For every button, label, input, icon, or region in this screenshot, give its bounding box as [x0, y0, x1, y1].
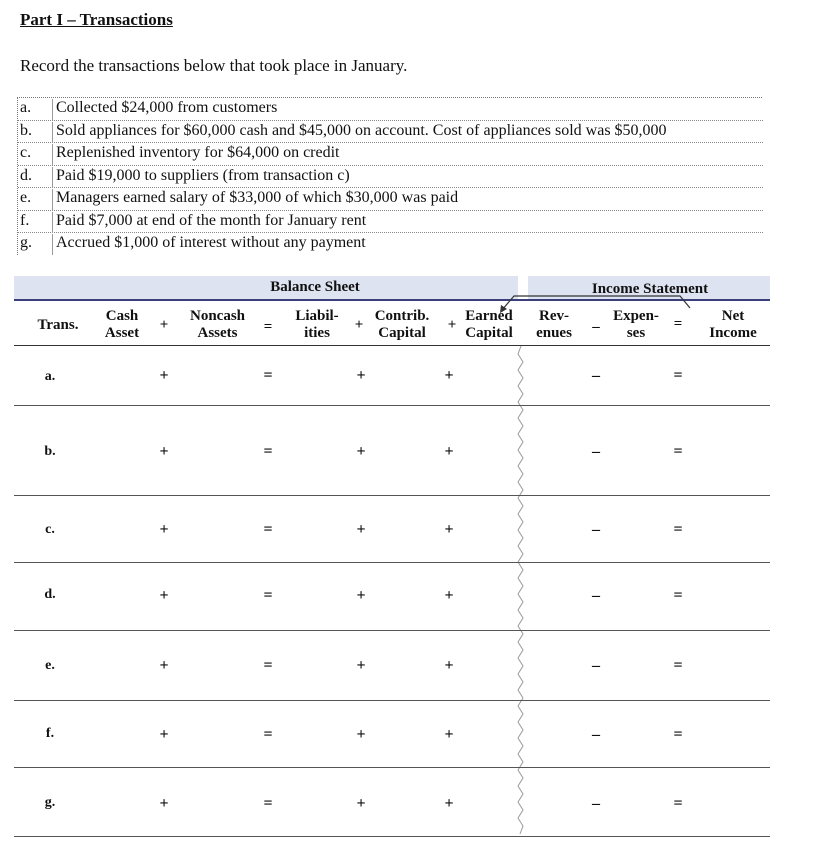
- transaction-key: a.: [20, 99, 32, 116]
- row-equals: =: [673, 587, 683, 604]
- row-plus: +: [159, 521, 169, 538]
- row-plus: +: [444, 726, 454, 743]
- row-plus: +: [159, 726, 169, 743]
- row-label: a.: [44, 369, 56, 384]
- transaction-list: [17, 97, 762, 255]
- col-liabilities: Liabil- ities: [295, 308, 339, 341]
- header-minus: –: [592, 319, 600, 335]
- row-plus: +: [356, 657, 366, 674]
- row-equals: =: [263, 521, 273, 538]
- row-equals: =: [673, 443, 683, 460]
- row-minus: –: [592, 726, 600, 743]
- part-heading: Part I – Transactions: [20, 10, 173, 29]
- header-equals: =: [263, 319, 273, 335]
- row-plus: +: [444, 587, 454, 604]
- row-equals: =: [263, 657, 273, 674]
- row-equals: =: [673, 795, 683, 812]
- row-divider: [14, 562, 770, 563]
- row-plus: +: [159, 795, 169, 812]
- transaction-key: f.: [20, 211, 30, 229]
- header-plus: +: [159, 317, 169, 333]
- row-label: f.: [45, 726, 55, 741]
- row-minus: –: [592, 657, 600, 674]
- transaction-key: b.: [20, 121, 32, 139]
- instructions: Record the transactions below that took place in January.: [20, 56, 408, 75]
- row-label: b.: [44, 444, 56, 459]
- row-equals: =: [673, 726, 683, 743]
- row-minus: –: [592, 443, 600, 460]
- transaction-item: [18, 98, 763, 121]
- row-plus: +: [444, 657, 454, 674]
- row-equals: =: [263, 587, 273, 604]
- row-plus: +: [444, 521, 454, 538]
- row-divider: [14, 495, 770, 496]
- transaction-key: e.: [20, 189, 32, 206]
- row-plus: +: [159, 657, 169, 674]
- row-label: e.: [45, 658, 55, 673]
- row-minus: –: [592, 521, 600, 538]
- transaction-text: Managers earned salary of $33,000 of which $30,000 was paid: [52, 189, 458, 210]
- col-expenses: Expen- ses: [613, 308, 659, 341]
- transaction-text: Collected $24,000 from customers: [52, 99, 277, 120]
- row-minus: –: [592, 795, 600, 812]
- row-plus: +: [159, 587, 169, 604]
- row-equals: =: [263, 795, 273, 812]
- transaction-item: [18, 233, 763, 256]
- income-statement-label: Income Statement: [591, 281, 709, 297]
- transaction-item: [18, 188, 763, 211]
- row-divider: [14, 836, 770, 837]
- link-arrow-icon: [490, 288, 720, 318]
- transaction-key: g.: [20, 234, 32, 251]
- row-minus: –: [592, 367, 600, 384]
- row-label: d.: [44, 587, 56, 602]
- transaction-text: Paid $19,000 to suppliers (from transaction c): [52, 167, 350, 188]
- row-plus: +: [356, 587, 366, 604]
- transaction-item: [18, 211, 763, 234]
- col-net-income: Net Income: [709, 308, 757, 341]
- transaction-text: Accrued $1,000 of interest without any payment: [52, 234, 366, 255]
- row-divider: [14, 630, 770, 631]
- row-equals: =: [263, 367, 273, 384]
- transaction-text: Paid $7,000 at end of the month for January rent: [52, 212, 366, 233]
- row-plus: +: [159, 367, 169, 384]
- row-label: g.: [44, 795, 56, 810]
- transaction-key: d.: [20, 166, 32, 184]
- row-equals: =: [673, 657, 683, 674]
- row-equals: =: [263, 443, 273, 460]
- row-plus: +: [444, 367, 454, 384]
- balance-sheet-label: Balance Sheet: [270, 279, 360, 295]
- row-equals: =: [263, 726, 273, 743]
- row-plus: +: [356, 443, 366, 460]
- row-plus: +: [444, 443, 454, 460]
- col-earned-capital: Earned Capital: [465, 308, 513, 341]
- row-divider: [14, 405, 770, 406]
- transaction-item: [18, 143, 763, 166]
- row-divider: [14, 700, 770, 701]
- col-cash-asset: Cash Asset: [104, 308, 140, 341]
- transaction-text: Sold appliances for $60,000 cash and $45,000 on account. Cost of appliances sold was $50,000: [52, 122, 667, 143]
- col-trans: Trans.: [37, 317, 79, 333]
- transaction-item: [18, 121, 763, 144]
- row-equals: =: [673, 367, 683, 384]
- transaction-text: Replenished inventory for $64,000 on credit: [52, 144, 340, 165]
- row-plus: +: [444, 795, 454, 812]
- header-bottom-line: [14, 345, 770, 346]
- header-plus: +: [354, 317, 364, 333]
- row-equals: =: [673, 521, 683, 538]
- col-contrib-capital: Contrib. Capital: [374, 308, 430, 341]
- row-plus: +: [356, 795, 366, 812]
- transaction-item: [18, 166, 763, 189]
- row-plus: +: [356, 726, 366, 743]
- col-revenues: Rev- enues: [536, 308, 572, 341]
- row-plus: +: [356, 521, 366, 538]
- col-noncash-assets: Noncash Assets: [189, 308, 245, 341]
- header-plus: +: [447, 317, 457, 333]
- row-divider: [14, 767, 770, 768]
- transaction-key: c.: [20, 144, 32, 161]
- section-separator: [514, 346, 528, 836]
- header-equals: =: [673, 316, 683, 332]
- row-label: c.: [45, 522, 55, 537]
- row-plus: +: [356, 367, 366, 384]
- row-minus: –: [592, 587, 600, 604]
- row-plus: +: [159, 443, 169, 460]
